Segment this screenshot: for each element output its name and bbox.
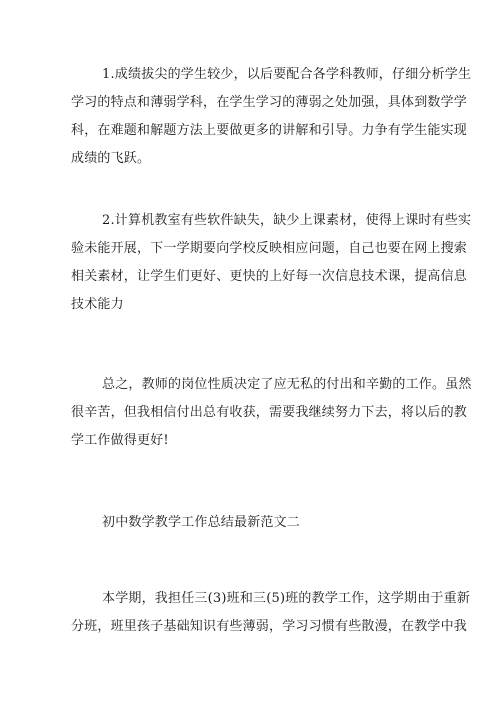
heading-text: 初中数学教学工作总结最新范文二 xyxy=(102,515,301,530)
paragraph-line: 学习的特点和薄弱学科，在学生学习的薄弱之处加强，具体到数学学 xyxy=(71,95,468,110)
paragraph-line: 2.计算机教室有些软件缺失，缺少上课素材，使得上课时有些实 xyxy=(102,213,472,228)
paragraph-line: 1.成绩拔尖的学生较少，以后要配合各学科教师，仔细分析学生 xyxy=(102,67,472,82)
paragraph-line: 科，在难题和解题方法上要做更多的讲解和引导。力争有学生能实现 xyxy=(71,123,468,138)
paragraph-1 xyxy=(71,61,472,173)
paragraph-line: 学工作做得更好! xyxy=(71,433,169,448)
paragraph-line: 相关素材，让学生们更好、更快的上好每一次信息技术课，提高信息 xyxy=(71,269,468,284)
section-heading xyxy=(102,509,442,537)
paragraph-line: 成绩的飞跃。 xyxy=(71,151,151,166)
paragraph-line: 技术能力 xyxy=(71,297,124,312)
paragraph-line: 很辛苦，但我相信付出总有收获，需要我继续努力下去，将以后的教 xyxy=(71,405,468,420)
paragraph-5 xyxy=(71,585,471,641)
paragraph-line: 总之，教师的岗位性质决定了应无私的付出和辛勤的工作。虽然 xyxy=(102,377,472,392)
paragraph-line: 分班，班里孩子基础知识有些薄弱，学习习惯有些散漫，在教学中我 xyxy=(71,619,468,634)
paragraph-2 xyxy=(71,207,472,319)
paragraph-line: 验未能开展，下一学期要向学校反映相应问题，自己也要在网上搜索 xyxy=(71,241,468,256)
paragraph-3 xyxy=(71,371,472,455)
paragraph-line: 本学期，我担任三(3)班和三(5)班的教学工作，这学期由于重新 xyxy=(102,591,471,606)
